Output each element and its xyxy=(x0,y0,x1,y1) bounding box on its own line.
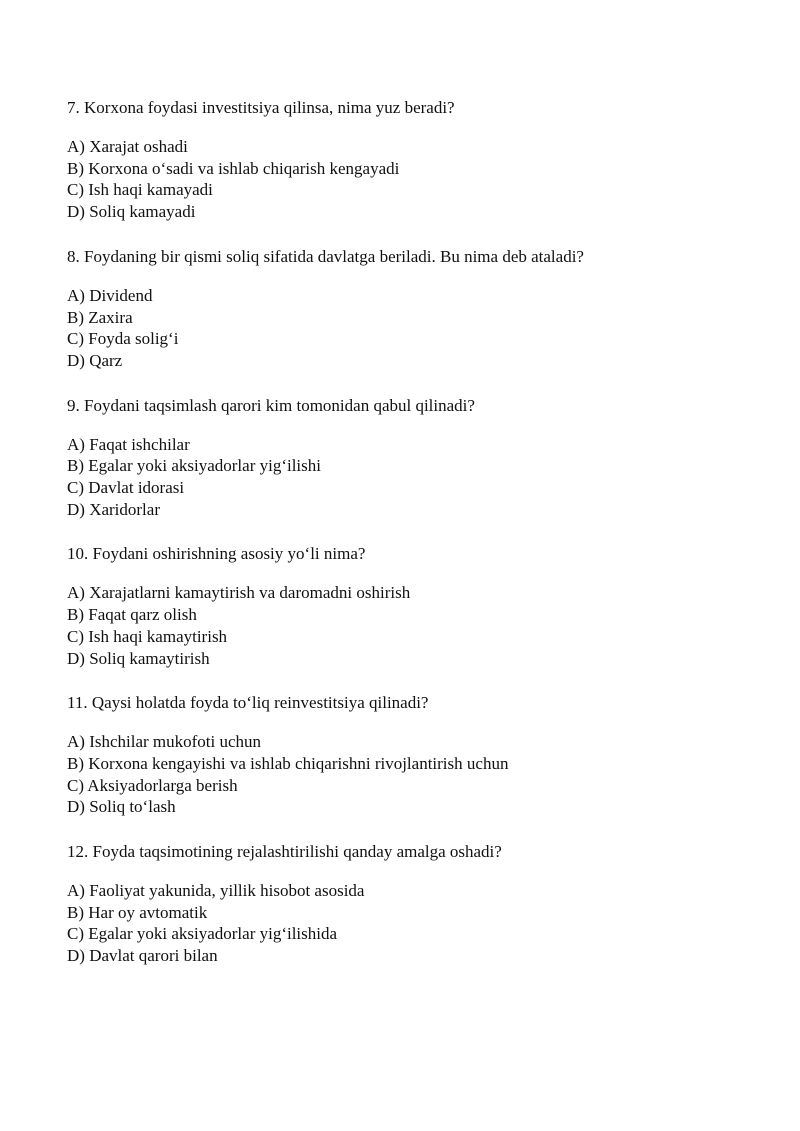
answer-options xyxy=(67,880,757,967)
option-d: D) Xaridorlar xyxy=(67,499,160,519)
option-b: B) Egalar yoki aksiyadorlar yig‘ilishi xyxy=(67,456,321,476)
option-c: C) Foyda solig‘i xyxy=(67,329,179,349)
option-c: C) Ish haqi kamaytirish xyxy=(67,626,228,646)
option-d: D) Soliq to‘lash xyxy=(67,797,176,817)
option-d: D) Davlat qarori bilan xyxy=(67,946,218,966)
option-d: D) Soliq kamaytirish xyxy=(67,648,210,668)
question-text: 7. Korxona foydasi investitsiya qilinsa, nima yuz beradi? xyxy=(67,98,455,117)
option-c: C) Ish haqi kamayadi xyxy=(67,180,213,200)
option-a: A) Xarajat oshadi xyxy=(67,137,188,156)
option-a: A) Faoliyat yakunida, yillik hisobot asosida xyxy=(67,881,365,901)
question-8 xyxy=(67,246,757,372)
option-c: C) Davlat idorasi xyxy=(67,478,185,498)
answer-options xyxy=(67,285,757,372)
option-a: A) Ishchilar mukofoti uchun xyxy=(67,732,262,752)
question-12 xyxy=(67,841,757,967)
option-c: C) Aksiyadorlarga berish xyxy=(67,775,238,795)
option-a: A) Dividend xyxy=(67,285,153,305)
question-11 xyxy=(67,692,757,818)
option-b: B) Korxona kengayishi va ishlab chiqarishni rivojlantirish uchun xyxy=(67,753,509,773)
document-page xyxy=(67,97,757,990)
question-9 xyxy=(67,395,757,521)
question-text: 9. Foydani taqsimlash qarori kim tomonidan qabul qilinadi? xyxy=(67,395,475,415)
question-10 xyxy=(67,543,757,669)
option-b: B) Har oy avtomatik xyxy=(67,902,208,922)
option-b: B) Faqat qarz olish xyxy=(67,605,197,625)
option-c: C) Egalar yoki aksiyadorlar yig‘ilishida xyxy=(67,924,338,944)
option-b: B) Korxona o‘sadi va ishlab chiqarish kengayadi xyxy=(67,158,400,178)
question-text: 8. Foydaning bir qismi soliq sifatida davlatga beriladi. Bu nima deb ataladi? xyxy=(67,246,584,266)
question-7 xyxy=(67,97,757,223)
question-text: 10. Foydani oshirishning asosiy yo‘li nima? xyxy=(67,544,366,564)
option-a: A) Xarajatlarni kamaytirish va daromadni oshirish xyxy=(67,583,411,603)
answer-options xyxy=(67,731,757,818)
option-d: D) Soliq kamayadi xyxy=(67,202,196,222)
option-d: D) Qarz xyxy=(67,350,123,370)
option-a: A) Faqat ishchilar xyxy=(67,434,190,454)
question-text: 11. Qaysi holatda foyda to‘liq reinvestitsiya qilinadi? xyxy=(67,693,429,713)
answer-options xyxy=(67,136,757,223)
question-text: 12. Foyda taqsimotining rejalashtirilishi qanday amalga oshadi? xyxy=(67,842,502,862)
answer-options xyxy=(67,582,757,669)
option-b: B) Zaxira xyxy=(67,307,133,327)
answer-options xyxy=(67,434,757,521)
